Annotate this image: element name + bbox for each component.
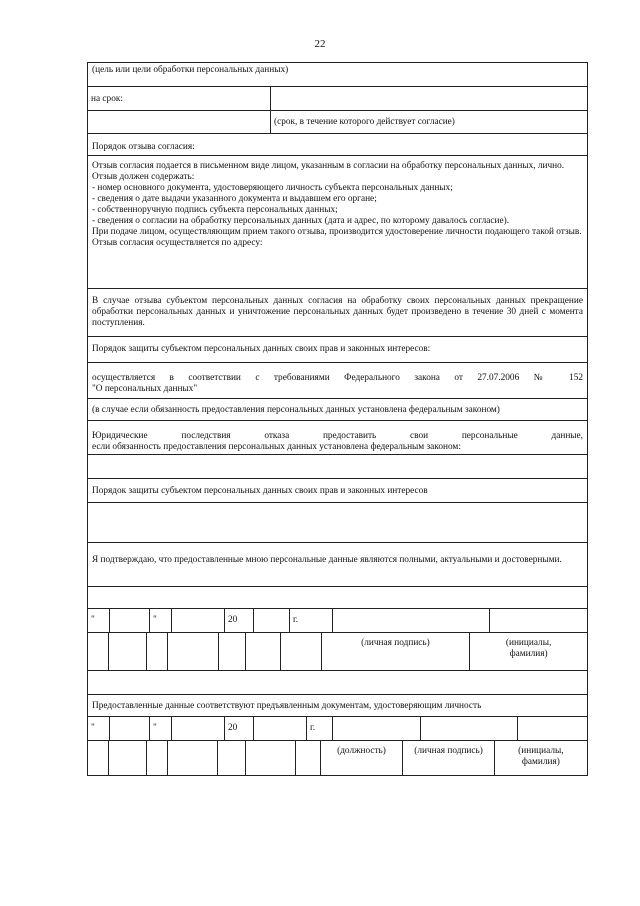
signature-caption-row-2 bbox=[88, 741, 587, 775]
revocation-line: - номер основного документа, удостоверяющего личность субъекта персональных данных; bbox=[92, 183, 453, 193]
term-hint-blank bbox=[88, 111, 271, 133]
purpose-hint: (цель или цели обработки персональных данных) bbox=[92, 65, 289, 75]
quote-open: " bbox=[88, 609, 110, 632]
protection-value-field[interactable] bbox=[88, 503, 587, 543]
protection-title: Порядок защиты субъектом персональных данных своих прав и законных интересов: bbox=[92, 344, 431, 354]
verify-statement: Предоставленные данные соответствуют предъявленным документам, удостоверяющим личность bbox=[92, 701, 482, 711]
term-row bbox=[88, 87, 587, 111]
protection-title-2: Порядок защиты субъектом персональных данных своих прав и законных интересов bbox=[92, 486, 428, 496]
year-prefix: 20 bbox=[225, 717, 254, 740]
day-field[interactable] bbox=[110, 717, 150, 740]
revocation-line: - сведения о дате выдачи указанного документа и выдавшем его органе; bbox=[92, 194, 377, 204]
verify-row bbox=[88, 695, 587, 717]
revocation-line: При подаче лицом, осуществляющим прием такого отзыва, производится удостоверение личности подающего такой отзыв. bbox=[92, 227, 582, 237]
law-row bbox=[88, 363, 587, 399]
initials-caption: (инициалы, фамилия) bbox=[518, 746, 564, 767]
quote-open: " bbox=[88, 717, 110, 740]
day-field[interactable] bbox=[110, 609, 150, 632]
term-value-field[interactable] bbox=[271, 87, 277, 110]
revocation-line: Отзыв должен содержать: bbox=[92, 172, 195, 182]
month-field[interactable] bbox=[172, 717, 225, 740]
year-prefix: 20 bbox=[225, 609, 254, 632]
signature-caption-row-1 bbox=[88, 633, 587, 671]
obligation-note: (в случае если обязанность предоставления персональных данных установлена федеральным законом) bbox=[92, 405, 500, 415]
law-line-1: осуществляется в соответствии с требованиями Федерального закона от 27.07.2006 № 152 bbox=[92, 373, 583, 383]
year-suffix: г. bbox=[290, 609, 333, 632]
revocation-line: Отзыв согласия подается в письменном виде лицом, указанным в согласии на обработку персональных данных, лично. bbox=[92, 161, 565, 171]
initials-caption: (инициалы, фамилия) bbox=[505, 638, 552, 659]
initials-field[interactable] bbox=[518, 717, 524, 740]
consequences-value-field[interactable] bbox=[88, 455, 587, 479]
obligation-note-row bbox=[88, 399, 587, 421]
year-field[interactable] bbox=[254, 717, 307, 740]
consent-form-table bbox=[87, 62, 588, 776]
quote-close: " bbox=[150, 717, 172, 740]
consequences-line-1: Юридические последствия отказа предоставить свои персональные данные, bbox=[92, 431, 583, 441]
revocation-line: - сведения о согласии на обработку персональных данных (дата и адрес, по которому давалось согласие). bbox=[92, 216, 510, 226]
signature-field[interactable] bbox=[421, 717, 518, 740]
position-field[interactable] bbox=[333, 717, 421, 740]
signature-field[interactable] bbox=[333, 609, 490, 632]
revocation-result-row bbox=[88, 289, 587, 337]
revocation-line: - собственноручную подпись субъекта персональных данных; bbox=[92, 205, 338, 215]
signature-date-row-1 bbox=[88, 609, 587, 633]
consequences-row bbox=[88, 421, 587, 455]
revocation-title-row bbox=[88, 134, 587, 156]
term-hint: (срок, в течение которого действует согласие) bbox=[274, 117, 455, 127]
initials-field[interactable] bbox=[490, 609, 496, 632]
revocation-title: Порядок отзыва согласия: bbox=[92, 142, 195, 152]
revocation-line: Отзыв согласия осуществляется по адресу: bbox=[92, 238, 263, 248]
personal-signature-caption: (личная подпись) bbox=[322, 633, 470, 670]
personal-signature-caption: (личная подпись) bbox=[403, 741, 494, 775]
protection-title-row bbox=[88, 337, 587, 363]
quote-close: " bbox=[150, 609, 172, 632]
consequences-line-2: если обязанность предоставления персональных данных установлена федеральным законом: bbox=[92, 442, 461, 452]
revocation-body-row bbox=[88, 156, 587, 289]
protection-title2-row bbox=[88, 479, 587, 503]
position-caption: (должность) bbox=[321, 741, 404, 775]
term-hint-row bbox=[88, 111, 587, 134]
confirm-row bbox=[88, 543, 587, 587]
signature-date-row-2 bbox=[88, 717, 587, 741]
year-suffix: г. bbox=[307, 717, 333, 740]
term-label: на срок: bbox=[88, 87, 271, 110]
purpose-row bbox=[88, 63, 587, 87]
revocation-result: В случае отзыва субъектом персональных данных согласия на обработку своих персональных данных прекращение обработки персональных данных и уничтожение персональных данных будет произведено в течение 30 дней с момента поступления. bbox=[92, 296, 583, 328]
month-field[interactable] bbox=[172, 609, 225, 632]
confirm-statement: Я подтверждаю, что предоставленные мною персональные данные являются полными, актуальными и достоверными. bbox=[92, 555, 562, 565]
law-line-2: "О персональных данных" bbox=[92, 384, 198, 394]
page-number: 22 bbox=[314, 38, 326, 50]
blank-row bbox=[88, 587, 587, 609]
blank-row bbox=[88, 671, 587, 695]
year-field[interactable] bbox=[254, 609, 290, 632]
